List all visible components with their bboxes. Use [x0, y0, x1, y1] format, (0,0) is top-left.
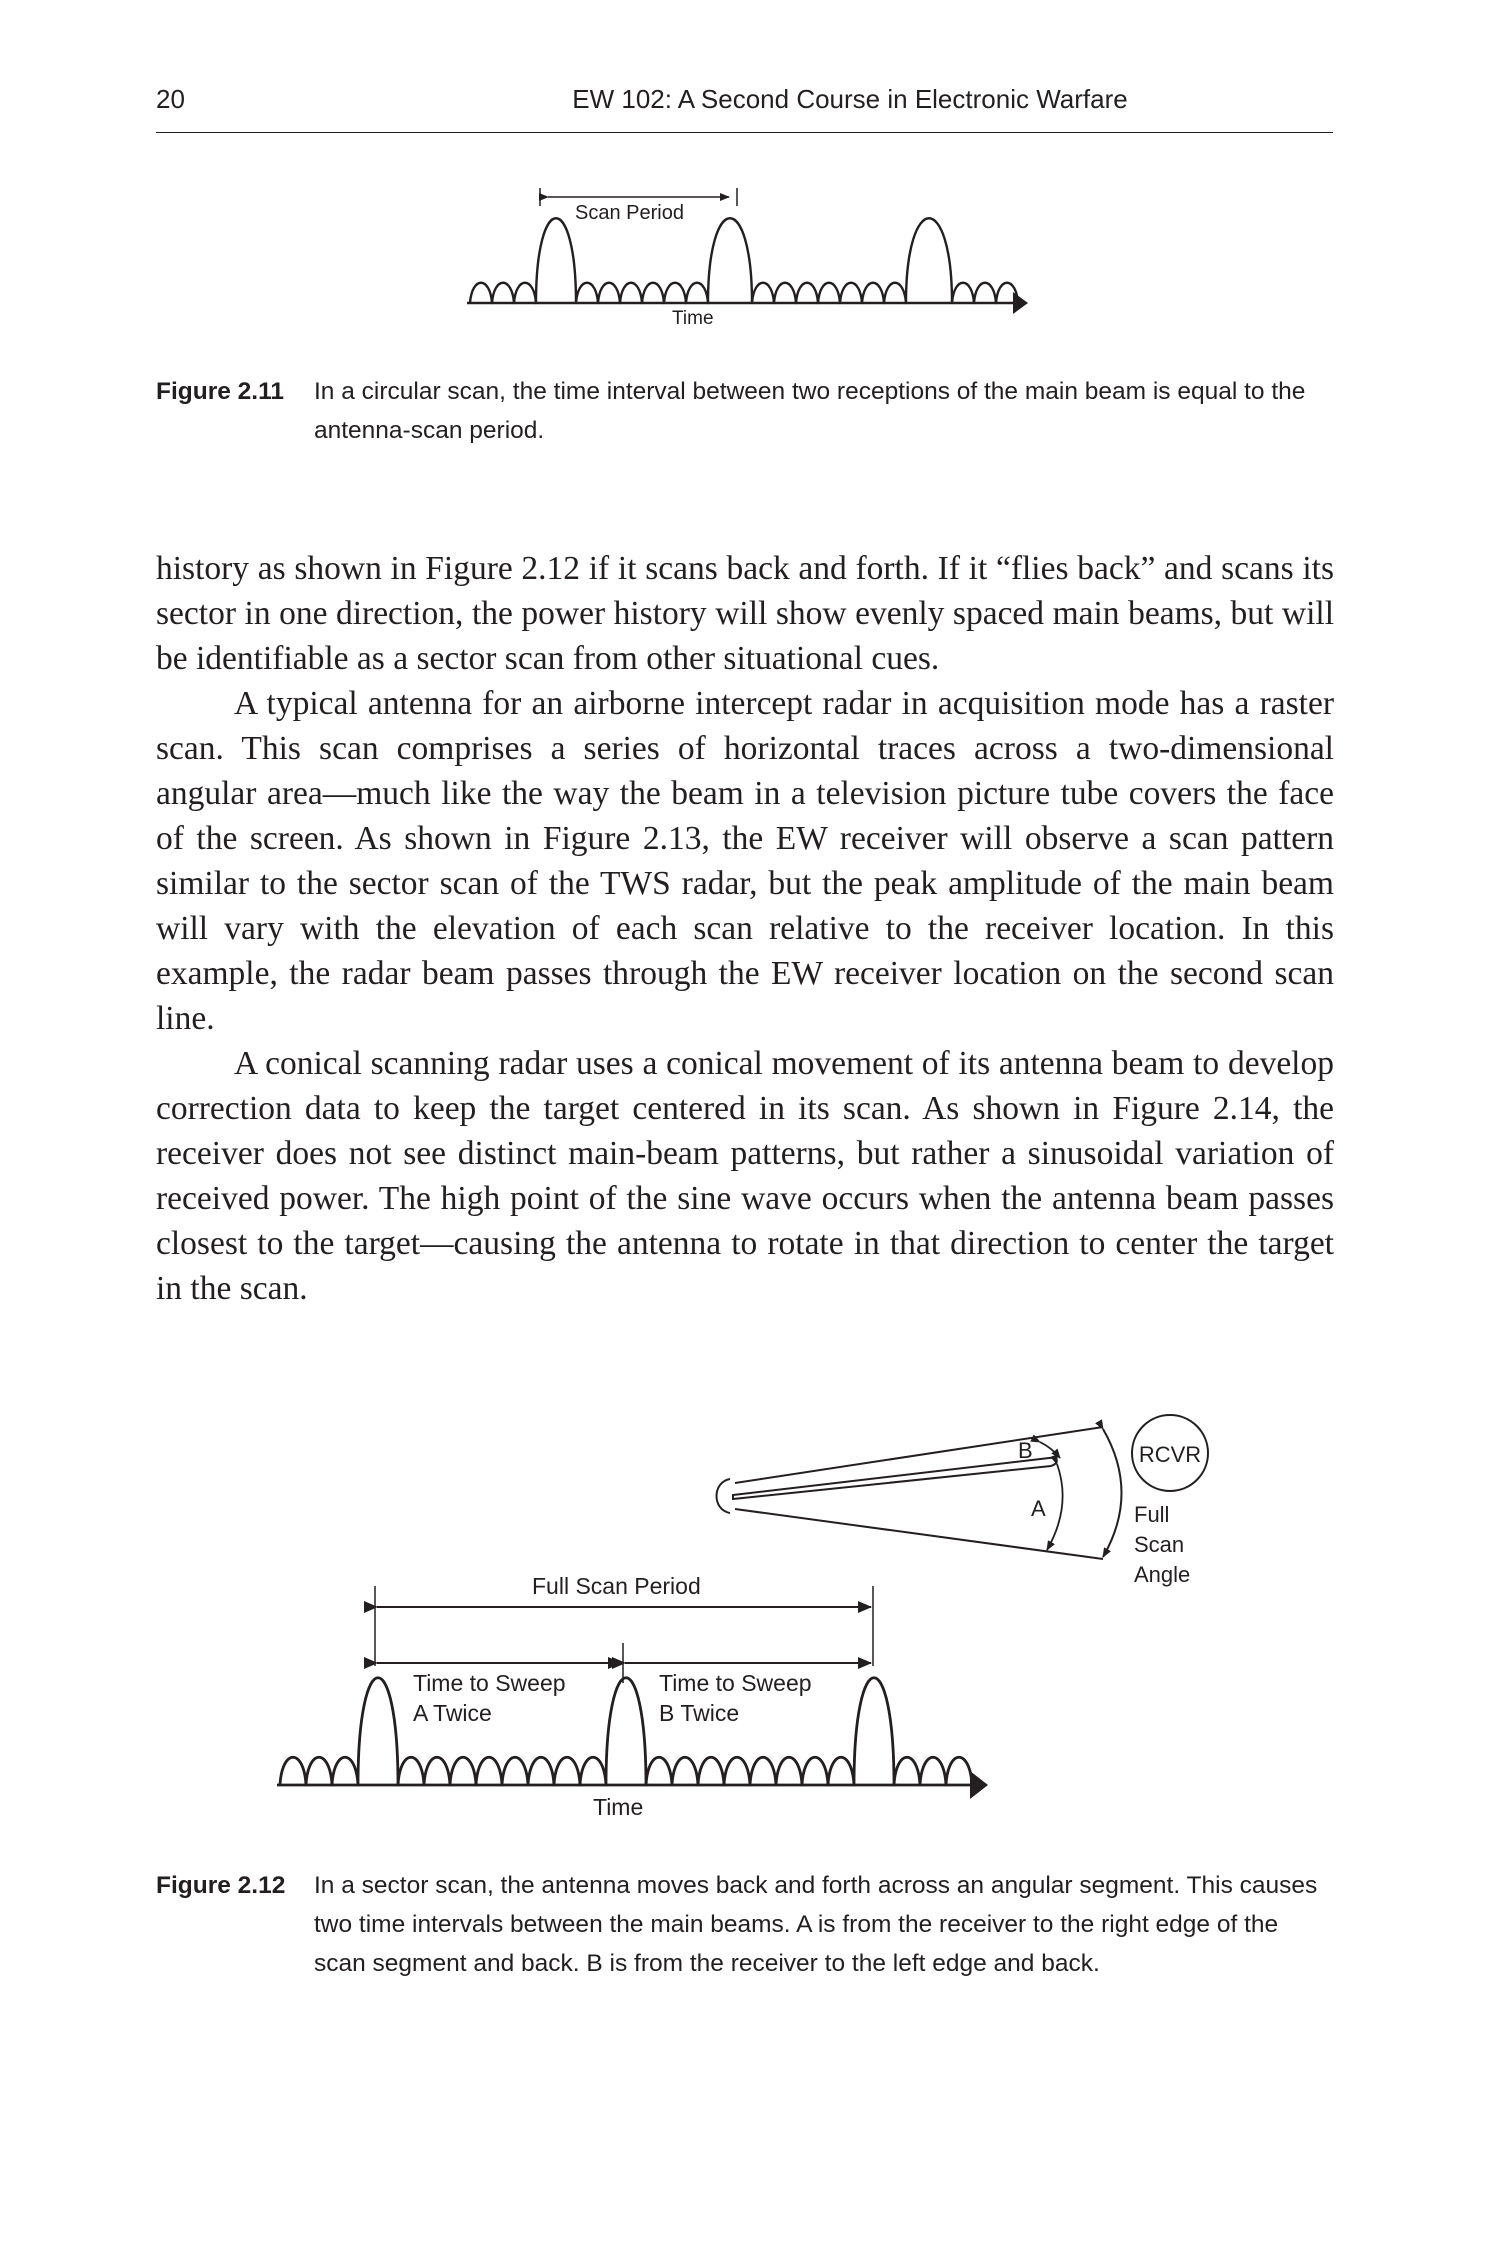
sweep-a-label: Time to Sweep [413, 1670, 566, 1696]
arc-full-scan [1103, 1429, 1122, 1557]
time-axis-arrowhead [970, 1771, 988, 1799]
power-history-waveform [280, 1678, 972, 1785]
figure-2-11 [0, 170, 1500, 340]
antenna-icon [717, 1479, 731, 1513]
scan-period-label: Scan Period [575, 202, 684, 224]
page-number: 20 [156, 84, 185, 114]
arc-b [1040, 1442, 1060, 1458]
arc-a [1047, 1464, 1063, 1550]
paragraph: history as shown in Figure 2.12 if it scans back and forth. If it “flies back” and scans its sector in one direction, the power history will show evenly spaced main beams, but will be identifiable as a sector scan from other situational cues. [156, 550, 1334, 677]
time-label: Time [593, 1794, 644, 1820]
sector-edge-lower [735, 1509, 1103, 1559]
antenna-beam-lobe [733, 1458, 1057, 1499]
receiver-label: RCVR [1138, 1442, 1202, 1467]
caption-label: Figure 2.12 [156, 1872, 286, 1899]
figure-2-11-caption [156, 372, 1336, 450]
label-b: B [1018, 1438, 1033, 1463]
sector-edge-upper [735, 1427, 1103, 1483]
caption-text: In a sector scan, the antenna moves back and forth across an angular segment. This causes two time intervals between the main beams. A is from the receiver to the right edge of the scan segment and back. B is from the receiver to the left edge and back. [314, 1872, 1318, 1977]
caption-text: In a circular scan, the time interval between two receptions of the main beam is equal to the antenna-scan period. [314, 378, 1306, 444]
full-scan-angle-line: Full [1134, 1502, 1170, 1527]
sweep-b-label: Time to Sweep [659, 1670, 812, 1696]
sweep-a-label: A Twice [413, 1700, 492, 1726]
sweep-b-label: B Twice [659, 1700, 740, 1726]
time-label: Time [672, 308, 714, 329]
figure-2-12-caption [156, 1866, 1336, 1983]
caption-label: Figure 2.11 [156, 378, 285, 405]
header-rule [156, 132, 1333, 133]
figure-2-12 [0, 1400, 1500, 1840]
running-header-title: EW 102: A Second Course in Electronic Warfare [572, 84, 1128, 114]
full-scan-angle-line: Angle [1134, 1562, 1191, 1587]
power-history-waveform [470, 218, 1018, 303]
time-axis-arrowhead [1013, 292, 1028, 314]
paragraph: A typical antenna for an airborne intercept radar in acquisition mode has a raster scan. This scan comprises a series of horizontal traces across a two-dimensional angular area—much like the way the beam in a television picture tube covers the face of the screen. As shown in Figure 2.13, the EW receiver will observe a scan pattern similar to the sector scan of the TWS radar, but the peak amplitude of the main beam will vary with the elevation of each scan relative to the receiver location. In this example, the radar beam passes through the EW receiver location on the second scan line. [156, 685, 1334, 1037]
full-scan-angle-line: Scan [1134, 1532, 1185, 1557]
body-text [156, 546, 1334, 1311]
paragraph: A conical scanning radar uses a conical movement of its antenna beam to develop correction data to keep the target centered in its scan. As shown in Figure 2.14, the receiver does not see distinct main-beam patterns, but rather a sinusoidal variation of received power. The high point of the sine wave occurs when the antenna beam passes closest to the target—causing the antenna to rotate in that direction to center the target in the scan. [156, 1045, 1334, 1307]
label-a: A [1031, 1496, 1046, 1521]
full-scan-period-label: Full Scan Period [532, 1573, 701, 1599]
